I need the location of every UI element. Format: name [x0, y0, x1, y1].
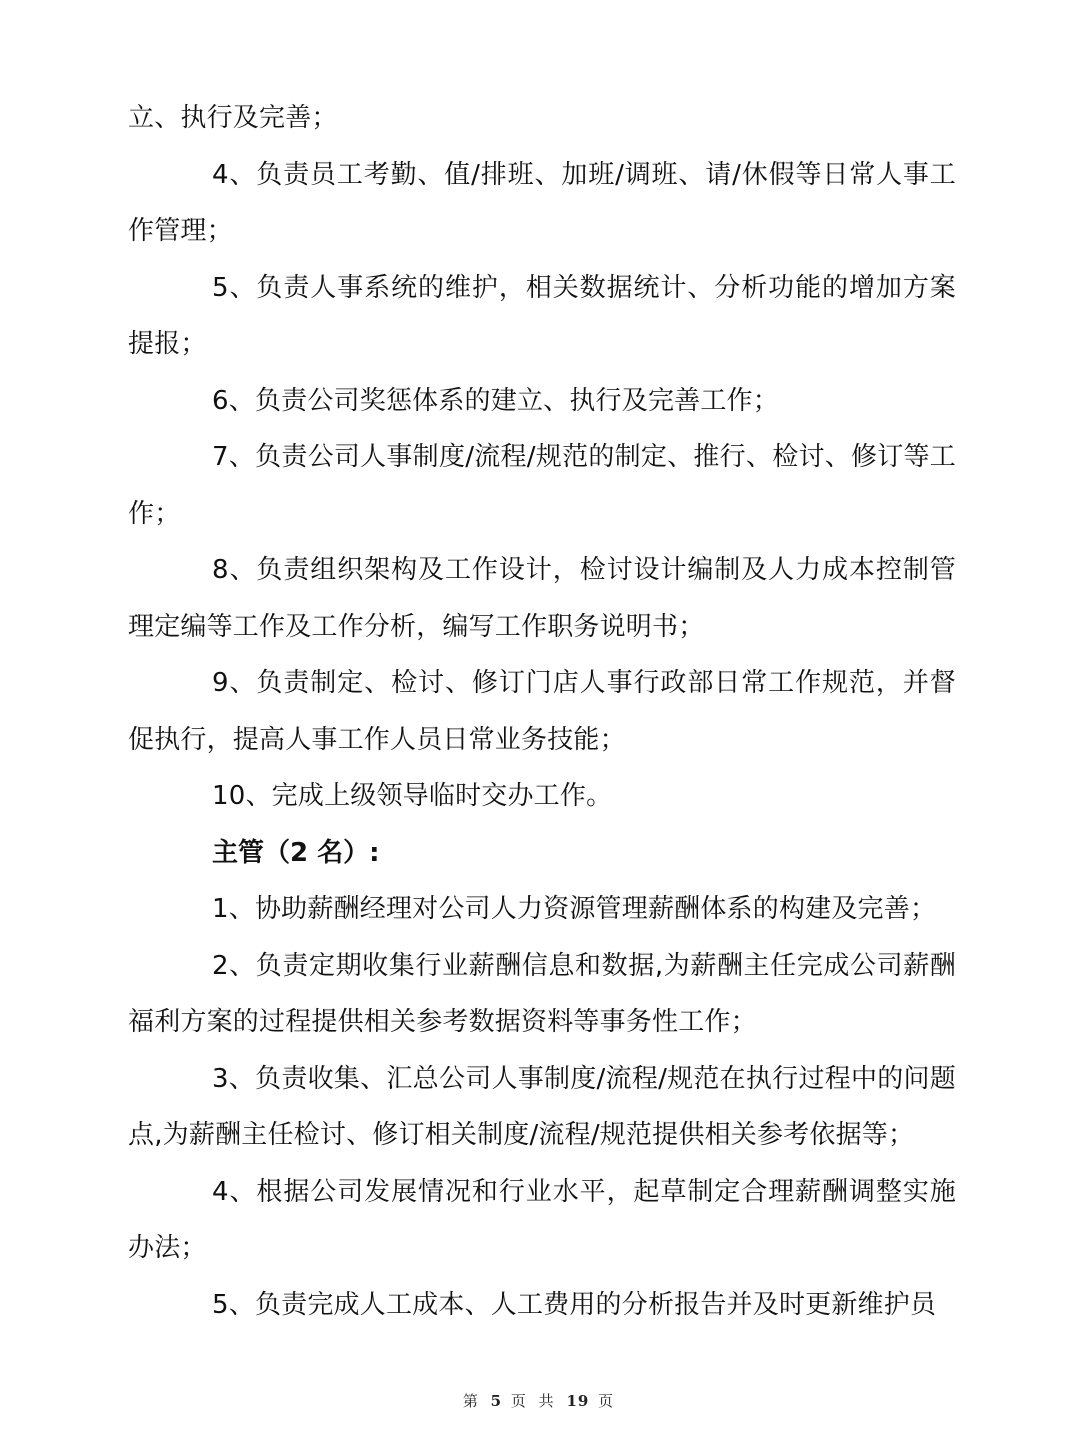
paragraph-item-6: 6、负责公司奖惩体系的建立、执行及完善工作；: [212, 385, 779, 416]
page-footer: [0, 1390, 1080, 1411]
document-body: [128, 90, 956, 1333]
paragraph-item-8: 8、负责组织架构及工作设计，检讨设计编制及人力成本控制管理定编等工作及工作分析，编写工作职务说明书；: [128, 555, 956, 642]
footer-total-pages: 19: [566, 1392, 590, 1410]
paragraph-item-4: 4、负责员工考勤、值/排班、加班/调班、请/休假等日常人事工作管理；: [128, 159, 956, 246]
section-heading: 主管（2 名）:: [212, 837, 380, 868]
footer-page-number: 5: [490, 1392, 503, 1410]
section-paragraph-2: 2、负责定期收集行业薪酬信息和数据,为薪酬主任完成公司薪酬福利方案的过程提供相关参考数据资料等事务性工作；: [128, 950, 956, 1037]
section-paragraph-3: 3、负责收集、汇总公司人事制度/流程/规范在执行过程中的问题点,为薪酬主任检讨、修订相关制度/流程/规范提供相关参考依据等；: [128, 1063, 956, 1150]
footer-suffix: 页: [598, 1392, 618, 1410]
paragraph-continuation: 立、执行及完善；: [128, 103, 338, 133]
paragraph-item-7: 7、负责公司人事制度/流程/规范的制定、推行、检讨、修订等工作；: [128, 442, 956, 529]
paragraph-item-9: 9、负责制定、检讨、修订门店人事行政部日常工作规范，并督促执行，提高人事工作人员日常业务技能；: [128, 668, 956, 755]
footer-prefix: 第: [462, 1392, 482, 1410]
paragraph-item-10: 10、完成上级领导临时交办工作。: [212, 781, 613, 811]
section-paragraph-5: 5、负责完成人工成本、人工费用的分析报告并及时更新维护员: [212, 1289, 937, 1320]
section-paragraph-1: 1、协助薪酬经理对公司人力资源管理薪酬体系的构建及完善；: [212, 894, 937, 924]
footer-middle: 页 共: [510, 1392, 558, 1410]
section-paragraph-4: 4、根据公司发展情况和行业水平，起草制定合理薪酬调整实施办法；: [128, 1176, 956, 1263]
paragraph-item-5: 5、负责人事系统的维护，相关数据统计、分析功能的增加方案提报；: [128, 272, 956, 359]
